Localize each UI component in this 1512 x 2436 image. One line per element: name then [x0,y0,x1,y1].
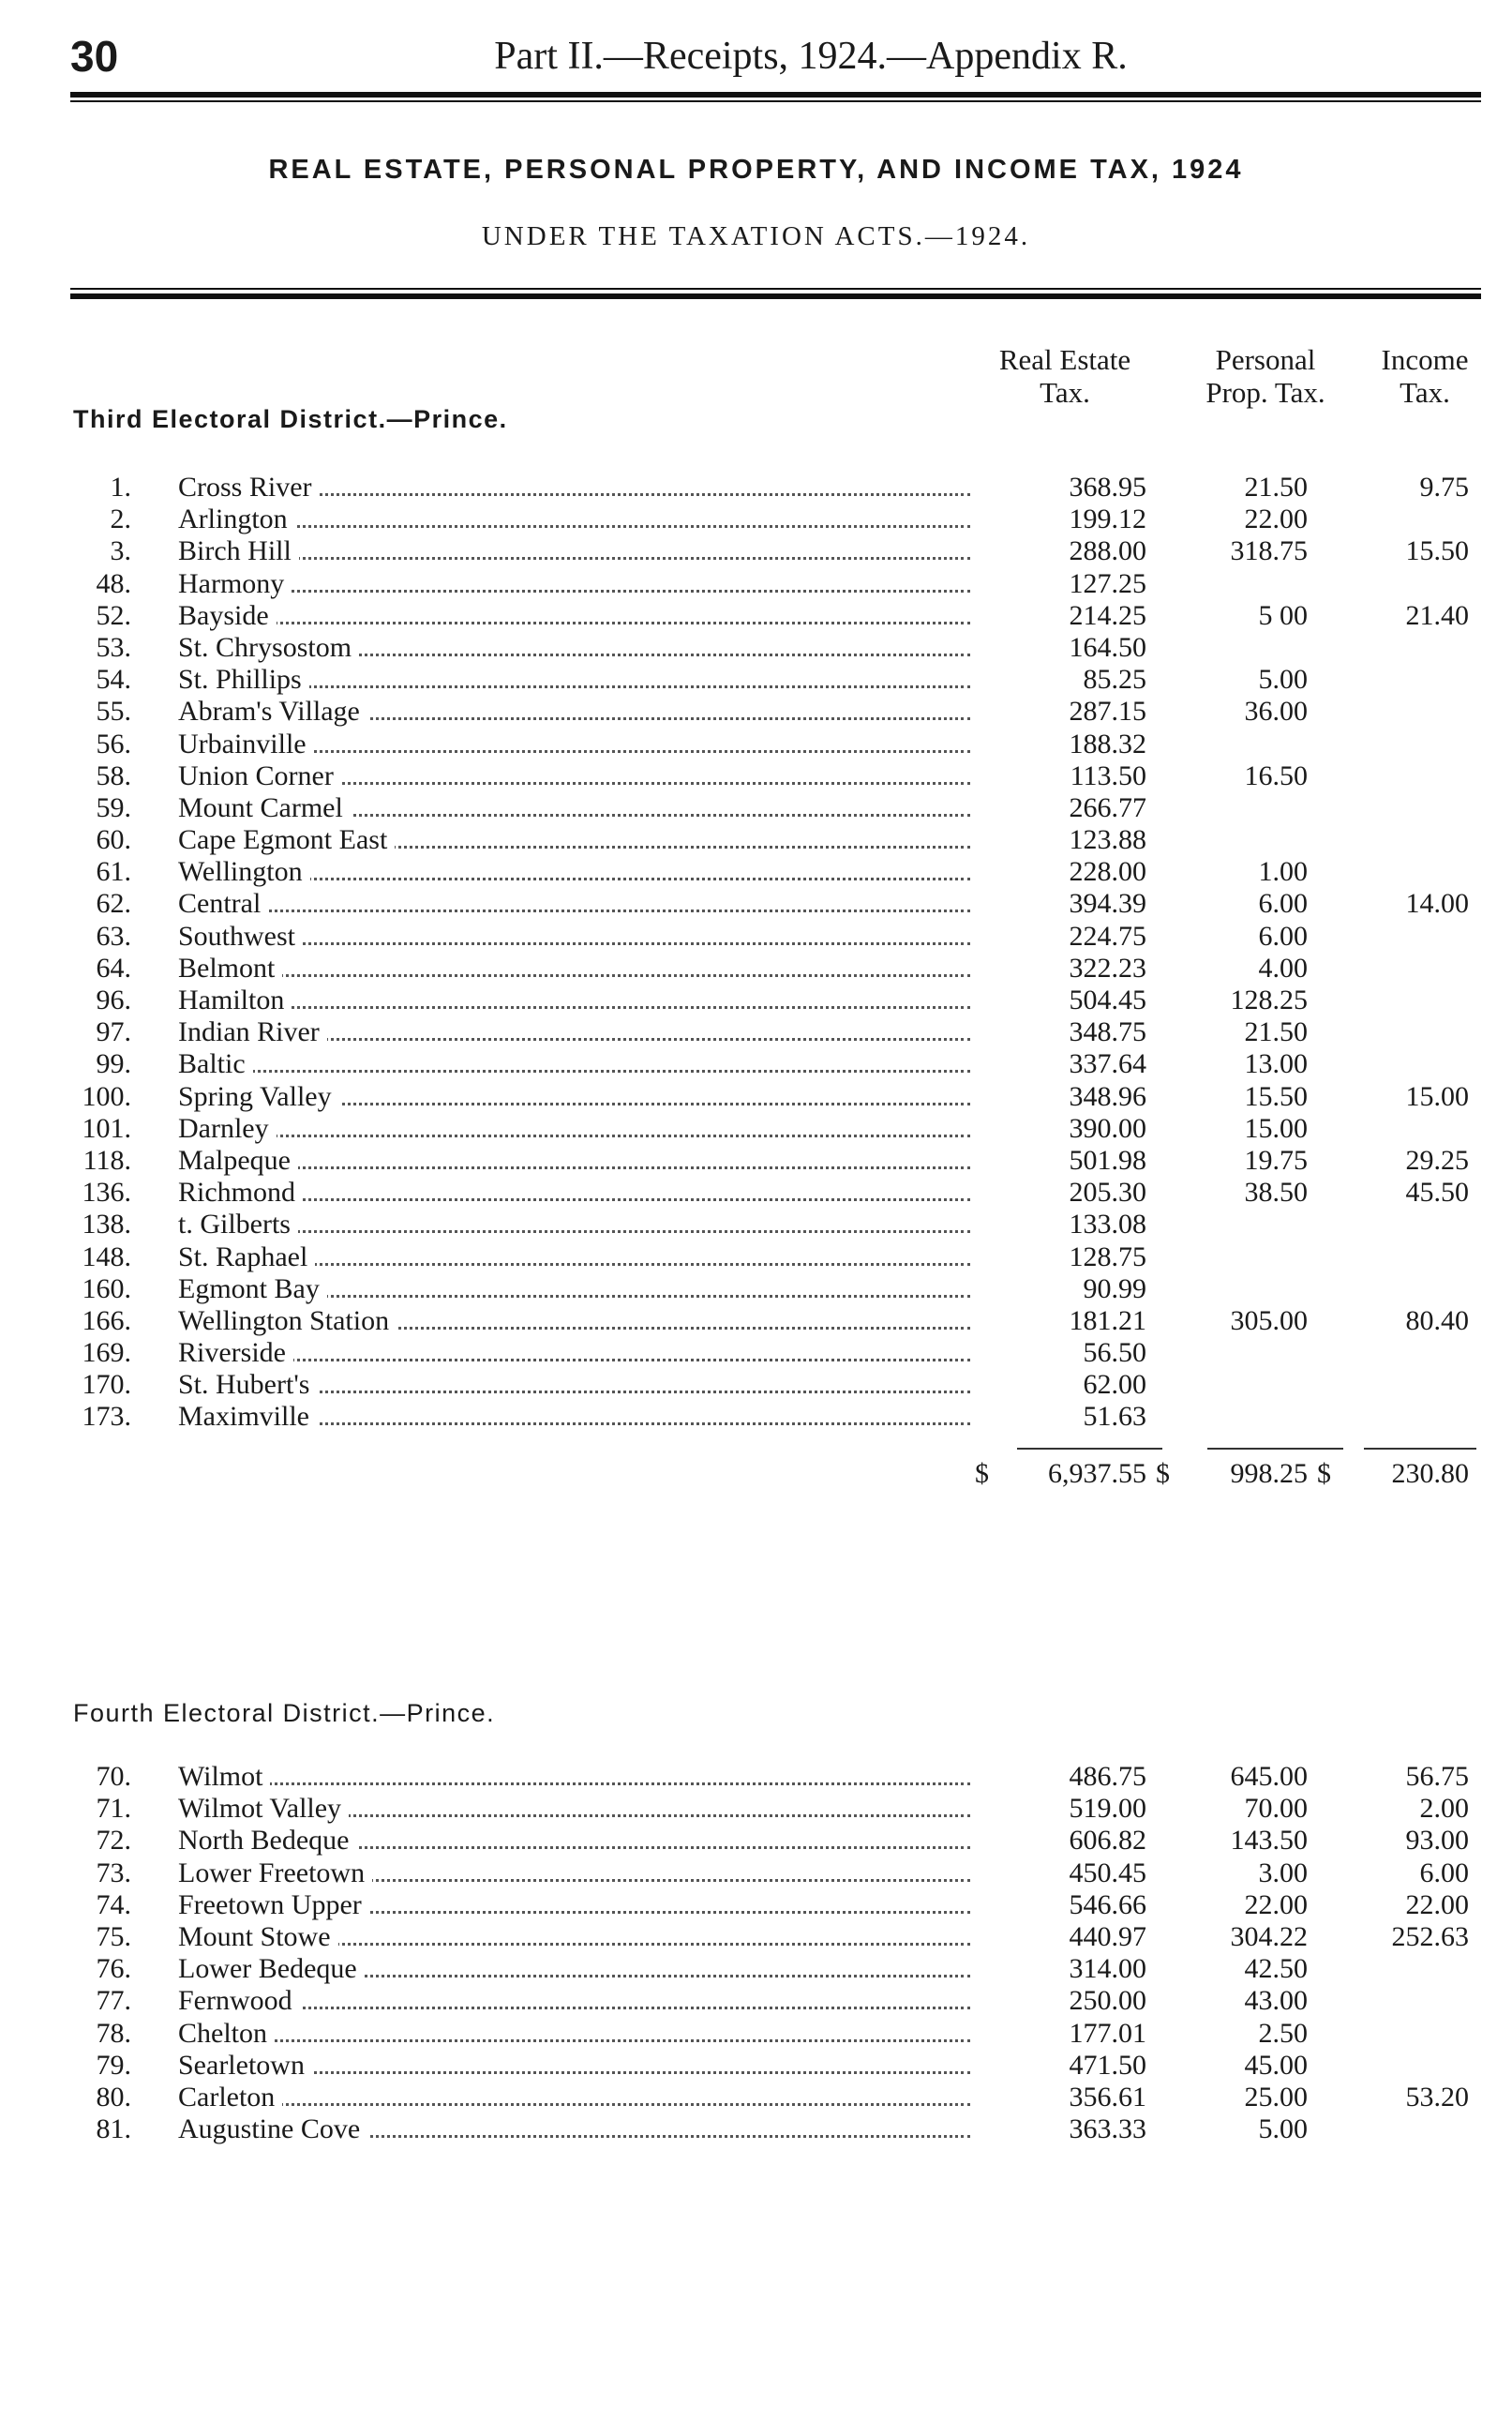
district-name-label: Mount Stowe [178,1921,338,1952]
district-number: 61. [96,856,131,888]
district-name [178,472,970,504]
district-name [178,1241,970,1273]
table-row [0,888,1512,920]
real-estate-tax: 205.30 [1069,1177,1146,1209]
real-estate-tax: 546.66 [1069,1888,1146,1920]
district-number: 2. [110,504,131,535]
district-name [178,1921,970,1953]
district-name [178,824,970,856]
re-total-rule [1017,1448,1162,1450]
district-name-label: Augustine Cove [178,2113,367,2144]
it-total: 230.80 [1391,1458,1469,1489]
table-row [0,1401,1512,1433]
personal-prop-tax: 70.00 [1244,1793,1308,1825]
real-estate-tax: 337.64 [1069,1048,1146,1080]
personal-header-line1: Personal [1215,343,1316,376]
table-row [0,1209,1512,1241]
table-row [0,1273,1512,1305]
re-total-currency: $ [975,1458,989,1489]
income-tax: 45.50 [1405,1177,1469,1209]
district-name-label: Cross River [178,472,320,503]
district-name [178,2018,970,2050]
district-name [178,1145,970,1177]
income-tax: 80.40 [1405,1304,1469,1336]
table-row [0,568,1512,600]
personal-prop-tax: 45.00 [1244,2049,1308,2081]
table-row [0,1793,1512,1825]
district-number: 63. [96,920,131,952]
personal-prop-tax: 16.50 [1244,759,1308,791]
running-head: Part II.—Receipts, 1924.—Appendix R. [494,35,1128,78]
real-estate-tax: 214.25 [1069,599,1146,631]
district-number: 3. [110,535,131,567]
real-estate-tax: 90.99 [1083,1272,1146,1304]
table-row [0,2018,1512,2050]
personal-prop-tax: 143.50 [1230,1825,1308,1857]
income-tax: 29.25 [1405,1144,1469,1176]
district-number: 99. [96,1048,131,1080]
personal-prop-tax: 21.50 [1244,472,1308,503]
district-name-label: Central [178,888,268,919]
district-name-label: Cape Egmont East [178,824,395,855]
district-number: 100. [82,1080,131,1112]
personal-prop-tax: 15.50 [1244,1080,1308,1112]
pp-total-currency: $ [1156,1458,1170,1489]
table-row [0,1305,1512,1337]
real-estate-tax: 113.50 [1070,759,1146,791]
district-name-label: Wilmot [178,1761,270,1792]
district-name [178,1369,970,1401]
district-number: 118. [82,1144,131,1176]
district-name [178,1273,970,1305]
income-tax: 93.00 [1405,1825,1469,1857]
district-number: 78. [96,2017,131,2049]
district-name-label: Spring Valley [178,1081,339,1112]
table-row [0,1016,1512,1048]
real-estate-tax: 501.98 [1069,1144,1146,1176]
district-name-label: Southwest [178,921,303,952]
document-subtitle: UNDER THE TAXATION ACTS.—1924. [481,221,1031,251]
real-estate-tax: 128.75 [1069,1241,1146,1272]
table-row [0,856,1512,888]
district-number: 76. [96,1953,131,1985]
income-tax: 14.00 [1405,888,1469,920]
real-estate-tax: 394.39 [1069,888,1146,920]
table-row [0,1337,1512,1369]
district-name [178,1081,970,1113]
district-name [178,664,970,696]
district-name [178,1177,970,1209]
personal-prop-tax: 22.00 [1244,504,1308,535]
district-name-label: Indian River [178,1016,327,1047]
personal-prop-tax: 1.00 [1258,856,1308,888]
district-number: 77. [96,1985,131,2017]
district-number: 70. [96,1761,131,1792]
income-tax: 22.00 [1405,1888,1469,1920]
district-number: 148. [82,1241,131,1272]
district-number: 62. [96,888,131,920]
table-row [0,1985,1512,2017]
income-tax: 56.75 [1405,1761,1469,1792]
district-number: 53. [96,631,131,663]
district-name-label: t. Gilberts [178,1209,298,1240]
real-estate-tax: 471.50 [1069,2049,1146,2081]
real-estate-tax: 181.21 [1069,1304,1146,1336]
real-estate-header-line1: Real Estate [998,343,1131,376]
personal-prop-tax: 304.22 [1230,1920,1308,1952]
table-row [0,1145,1512,1177]
district-number: 75. [96,1920,131,1952]
income-tax: 6.00 [1419,1857,1469,1888]
page-header [70,28,1458,84]
district-number: 169. [82,1337,131,1369]
table-row [0,664,1512,696]
real-estate-tax: 314.00 [1069,1953,1146,1985]
district-name [178,535,970,567]
third-district-table [0,472,1512,1434]
district-number: 136. [82,1177,131,1209]
district-number: 52. [96,599,131,631]
district-number: 74. [96,1888,131,1920]
table-row [0,2050,1512,2082]
personal-prop-tax: 128.25 [1230,985,1308,1015]
it-total-currency: $ [1317,1458,1331,1489]
district-name-label: St. Raphael [178,1241,315,1272]
re-total: 6,937.55 [1048,1458,1146,1489]
real-estate-tax: 519.00 [1069,1793,1146,1825]
district-name [178,1889,970,1921]
header-rule [70,92,1481,98]
district-number: 54. [96,664,131,696]
table-row [0,1921,1512,1953]
district-name-label: Maximville [178,1401,317,1432]
real-estate-tax: 177.01 [1069,2017,1146,2049]
table-row [0,1241,1512,1273]
table-row [0,1953,1512,1985]
district-name-label: St. Chrysostom [178,632,359,663]
district-name [178,1825,970,1857]
table-row [0,600,1512,632]
personal-prop-tax: 5.00 [1258,664,1308,696]
income-tax: 2.00 [1419,1793,1469,1825]
district-name [178,1401,970,1433]
district-name-label: Egmont Bay [178,1273,327,1304]
real-estate-tax: 486.75 [1069,1761,1146,1792]
table-row [0,792,1512,824]
personal-prop-tax: 38.50 [1244,1177,1308,1209]
district-name [178,600,970,632]
district-number: 138. [82,1209,131,1241]
personal-prop-tax: 3.00 [1258,1857,1308,1888]
personal-prop-tax: 42.50 [1244,1953,1308,1985]
it-total-rule [1364,1448,1476,1450]
real-estate-tax: 85.25 [1083,664,1146,696]
district-number: 58. [96,759,131,791]
district-number: 59. [96,791,131,823]
real-estate-tax: 133.08 [1069,1209,1146,1241]
district-name-label: Mount Carmel [178,792,351,823]
district-name-label: Birch Hill [178,535,299,566]
district-name [178,1985,970,2017]
pp-total: 998.25 [1230,1458,1308,1489]
real-estate-tax: 56.50 [1083,1337,1146,1369]
real-estate-tax: 266.77 [1069,791,1146,823]
district-number: 73. [96,1857,131,1888]
fourth-district-heading: Fourth Electoral District.—Prince. [73,1699,496,1727]
district-name [178,760,970,792]
table-row [0,504,1512,535]
real-estate-tax: 504.45 [1069,985,1146,1015]
personal-prop-tax: 4.00 [1258,952,1308,984]
district-name-label: Carleton [178,2082,282,2113]
district-name-label: Wilmot Valley [178,1793,349,1824]
table-row [0,1369,1512,1401]
personal-prop-tax: 13.00 [1244,1048,1308,1080]
real-estate-tax: 164.50 [1069,631,1146,663]
personal-prop-tax: 21.50 [1244,1016,1308,1048]
real-estate-tax: 250.00 [1069,1985,1146,2017]
district-number: 97. [96,1016,131,1048]
district-number: 80. [96,2081,131,2113]
district-name-label: Abram's Village [178,696,367,727]
personal-prop-tax: 22.00 [1244,1888,1308,1920]
personal-prop-tax: 6.00 [1258,888,1308,920]
district-name-label: Lower Freetown [178,1857,372,1888]
real-estate-tax: 62.00 [1083,1369,1146,1401]
income-column-header [1355,343,1495,409]
district-number: 96. [96,985,131,1015]
personal-prop-column-header [1172,343,1359,409]
district-name [178,1337,970,1369]
table-row [0,1889,1512,1921]
personal-prop-tax: 2.50 [1258,2017,1308,2049]
table-row [0,1177,1512,1209]
fourth-district-table [0,1761,1512,2145]
income-header-line1: Income [1381,343,1469,376]
income-tax: 9.75 [1419,472,1469,503]
district-name [178,504,970,535]
district-number: 71. [96,1793,131,1825]
table-row [0,1048,1512,1080]
real-estate-tax: 368.95 [1069,472,1146,503]
table-row [0,472,1512,504]
district-name [178,1857,970,1889]
district-name [178,1953,970,1985]
personal-prop-tax: 5.00 [1258,2113,1308,2145]
district-name-label: Baltic [178,1048,253,1079]
table-row [0,1857,1512,1889]
table-row [0,921,1512,953]
personal-prop-tax: 645.00 [1230,1761,1308,1792]
district-name [178,1209,970,1241]
district-name-label: Darnley [178,1113,277,1144]
district-name-label: Harmony [178,568,292,599]
district-name-label: Malpeque [178,1145,298,1176]
page-number: 30 [70,32,119,81]
personal-prop-tax: 43.00 [1244,1985,1308,2017]
real-estate-tax: 390.00 [1069,1112,1146,1144]
district-name [178,888,970,920]
income-tax: 53.20 [1405,2081,1469,2113]
real-estate-tax: 322.23 [1069,952,1146,984]
district-name-label: Searletown [178,2050,312,2081]
real-estate-tax: 228.00 [1069,856,1146,888]
district-number: 48. [96,567,131,599]
real-estate-tax: 123.88 [1069,824,1146,856]
personal-prop-tax: 5 00 [1258,599,1308,631]
table-row [0,729,1512,760]
third-district-heading: Third Electoral District.—Prince. [73,405,508,433]
title-rule-thin [70,288,1481,290]
pp-total-rule [1207,1448,1343,1450]
district-number: 173. [82,1401,131,1433]
district-name-label: St. Phillips [178,664,309,695]
personal-prop-tax: 318.75 [1230,535,1308,567]
district-name [178,1016,970,1048]
district-name-label: Lower Bedeque [178,1953,365,1984]
district-name-label: Fernwood [178,1985,300,2016]
table-row [0,760,1512,792]
table-row [0,953,1512,985]
real-estate-tax: 188.32 [1069,728,1146,759]
real-estate-tax: 363.33 [1069,2113,1146,2145]
district-name [178,985,970,1016]
personal-prop-tax: 15.00 [1244,1112,1308,1144]
real-estate-tax: 288.00 [1069,535,1146,567]
real-estate-tax: 356.61 [1069,2081,1146,2113]
district-name [178,953,970,985]
real-estate-tax: 348.96 [1069,1080,1146,1112]
district-number: 55. [96,696,131,728]
document-title: REAL ESTATE, PERSONAL PROPERTY, AND INCOME TAX, 1924 [268,155,1244,185]
district-name-label: Wellington [178,856,310,887]
table-row [0,2082,1512,2113]
district-number: 56. [96,728,131,759]
district-name [178,1048,970,1080]
district-name [178,696,970,728]
district-name [178,632,970,664]
district-name-label: Riverside [178,1337,293,1368]
district-number: 170. [82,1369,131,1401]
real-estate-tax: 287.15 [1069,696,1146,728]
real-estate-tax: 606.82 [1069,1825,1146,1857]
personal-prop-tax: 25.00 [1244,2081,1308,2113]
district-name-label: North Bedeque [178,1825,356,1856]
district-name [178,1113,970,1145]
district-name [178,568,970,600]
district-number: 64. [96,952,131,984]
real-estate-tax: 199.12 [1069,504,1146,535]
table-row [0,1761,1512,1793]
district-name [178,1793,970,1825]
table-row [0,632,1512,664]
district-number: 60. [96,824,131,856]
district-name [178,2113,970,2145]
district-name-label: Hamilton [178,985,292,1015]
header-rule-thin [70,100,1481,102]
income-header-line2: Tax. [1400,376,1450,409]
income-tax: 15.00 [1405,1080,1469,1112]
table-row [0,1825,1512,1857]
district-name [178,921,970,953]
personal-prop-tax: 305.00 [1230,1304,1308,1336]
real-estate-tax: 348.75 [1069,1016,1146,1048]
district-number: 101. [82,1112,131,1144]
district-name [178,2082,970,2113]
district-name-label: Richmond [178,1177,303,1208]
personal-prop-tax: 19.75 [1244,1144,1308,1176]
real-estate-tax: 224.75 [1069,920,1146,952]
district-name-label: Wellington Station [178,1305,397,1336]
income-tax: 252.63 [1391,1920,1469,1952]
district-name-label: Bayside [178,600,277,631]
real-estate-tax: 440.97 [1069,1920,1146,1952]
district-name [178,2050,970,2082]
table-row [0,1113,1512,1145]
district-name [178,792,970,824]
district-name-label: Chelton [178,2018,275,2049]
table-row [0,1081,1512,1113]
real-estate-column-header [971,343,1159,409]
table-row [0,2113,1512,2145]
table-row [0,824,1512,856]
district-name-label: Belmont [178,953,282,984]
district-name-label: Union Corner [178,760,341,791]
personal-prop-tax: 6.00 [1258,920,1308,952]
table-row [0,696,1512,728]
district-name-label: Freetown Upper [178,1889,369,1920]
district-name-label: St. Hubert's [178,1369,317,1400]
district-name [178,729,970,760]
district-number: 72. [96,1825,131,1857]
district-number: 79. [96,2049,131,2081]
table-row [0,535,1512,567]
real-estate-header-line2: Tax. [1040,376,1090,409]
district-name-label: Arlington [178,504,295,534]
district-name [178,1761,970,1793]
district-number: 1. [110,472,131,503]
title-rule [70,293,1481,299]
table-row [0,985,1512,1016]
income-tax: 21.40 [1405,599,1469,631]
district-name [178,856,970,888]
real-estate-tax: 51.63 [1083,1401,1146,1433]
district-number: 160. [82,1272,131,1304]
real-estate-tax: 127.25 [1069,567,1146,599]
district-number: 166. [82,1304,131,1336]
personal-header-line2: Prop. Tax. [1205,376,1325,409]
district-number: 81. [96,2113,131,2145]
personal-prop-tax: 36.00 [1244,696,1308,728]
real-estate-tax: 450.45 [1069,1857,1146,1888]
income-tax: 15.50 [1405,535,1469,567]
district-name [178,1305,970,1337]
district-name-label: Urbainville [178,729,314,759]
